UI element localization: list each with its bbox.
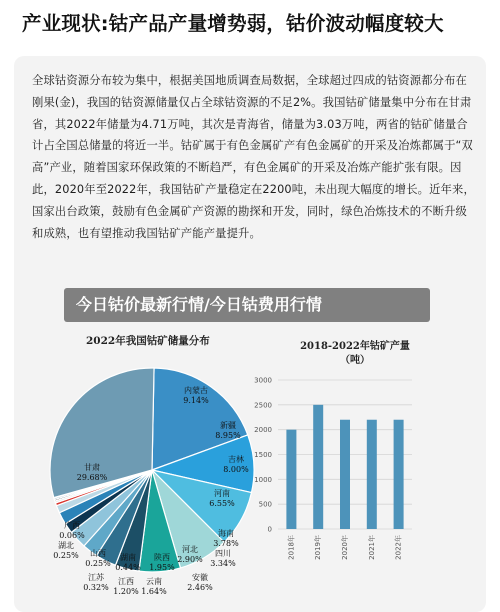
bar-chart <box>254 377 412 560</box>
pie-label-name-3: 新疆 <box>220 421 236 430</box>
bar-chart-unit: （吨） <box>340 355 370 366</box>
pie-label-name-7: 四川 <box>215 549 231 558</box>
bar-5 <box>394 420 404 529</box>
bar-xtick-5: 2022年 <box>394 535 403 560</box>
pie-label-value-12: 1.20% <box>113 587 139 596</box>
pie-label-name-11: 陕西 <box>154 553 170 562</box>
bar-4 <box>367 420 377 529</box>
page-headline: 产业现状:钴产品产量增势弱，钴价波动幅度较大 <box>22 12 444 35</box>
pie-label-value-13: 0.44% <box>115 563 141 572</box>
pie-label-name-8: 安徽 <box>192 573 208 582</box>
bar-xtick-3: 2020年 <box>341 535 349 560</box>
bar-ytick-5: 2000 <box>254 426 272 435</box>
pie-label-name-9: 河北 <box>182 545 198 554</box>
pie-label-value-9: 2.90% <box>177 555 203 564</box>
bar-xtick-1: 2018年 <box>287 535 296 560</box>
pie-label-name-18: 甘肃 <box>84 463 100 472</box>
pie-label-name-14: 江苏 <box>88 573 104 582</box>
pie-label-value-6: 3.78% <box>213 539 239 548</box>
pie-label-name-5: 河南 <box>214 489 230 498</box>
bar-chart-title-main: 2018-2022年钴矿产量 <box>300 341 410 352</box>
pie-label-name-17: 广西 <box>64 521 80 530</box>
pie-label-name-6: 海南 <box>218 529 234 538</box>
pie-label-value-18: 29.68% <box>76 473 108 482</box>
bar-ytick-3: 1000 <box>254 475 272 484</box>
pie-label-value-15: 0.25% <box>85 559 111 568</box>
pie-chart <box>50 368 254 596</box>
bar-3 <box>340 420 350 529</box>
pie-chart-title: 2022年我国钴矿储量分布 <box>86 335 210 347</box>
bar-ytick-7: 3000 <box>254 376 272 385</box>
pie-label-value-5: 6.55% <box>209 499 235 508</box>
bar-ytick-1: 0 <box>267 525 272 534</box>
pie-label-value-14: 0.32% <box>83 583 109 592</box>
pie-label-name-2: 内蒙古 <box>184 386 208 395</box>
pie-label-name-16: 湖北 <box>58 541 74 550</box>
body-paragraph: 全球钴资源分布较为集中，根据美国地质调查局数据，全球超过四成的钴资源都分布在刚果(金)，我国的钴资源储量仅占全球钴资源的不足2%。我国钴矿储量集中分布在甘肃省，其2022年储量为4.71万吨，其次是青海省，储量为3.03万吨，两省的钴矿储量合计占全国总储量的将近一半。钴矿属于有色金属矿产有色金属矿的开采及冶炼都属于“双高”产业，随着国家环保政策的不断趋严，有色金属矿的开采及冶炼产能扩张有限。因此，2020年至2022年，我国钴矿产量稳定在2200吨，未出现大幅度的增长。近年来，国家出台政策，鼓励有色金属矿产资源的勘探和开发，同时，绿色冶炼技术的不断升级和成熟，也有望推动我国钴矿产能产量提升。 <box>32 74 475 240</box>
pie-label-value-16: 0.25% <box>53 551 79 560</box>
pie-label-value-2: 9.14% <box>183 396 209 405</box>
pie-label-name-10: 云南 <box>146 577 162 586</box>
pie-label-value-10: 1.64% <box>141 587 167 596</box>
bar-ytick-6: 2500 <box>254 401 272 410</box>
pie-label-name-12: 江西 <box>118 577 134 586</box>
pie-label-name-13: 湖南 <box>120 553 136 562</box>
pie-label-value-4: 8.00% <box>223 465 249 474</box>
bar-ytick-2: 500 <box>258 500 272 509</box>
pie-label-value-7: 3.34% <box>210 559 236 568</box>
pie-label-value-17: 0.06% <box>59 531 85 540</box>
bar-xtick-2: 2019年 <box>314 535 323 560</box>
bar-2 <box>313 405 323 529</box>
pie-label-value-11: 1.95% <box>149 563 175 572</box>
overlay-title[interactable]: 今日钴价最新行情/今日钴费用行情 <box>76 295 322 314</box>
pie-label-name-15: 山西 <box>90 549 106 558</box>
bar-1 <box>286 430 296 529</box>
pie-label-name-4: 吉林 <box>228 455 244 464</box>
pie-label-value-8: 2.46% <box>187 583 213 592</box>
pie-label-value-3: 8.95% <box>215 431 241 440</box>
bar-xtick-4: 2021年 <box>367 535 376 560</box>
bar-ytick-4: 1500 <box>254 451 272 459</box>
